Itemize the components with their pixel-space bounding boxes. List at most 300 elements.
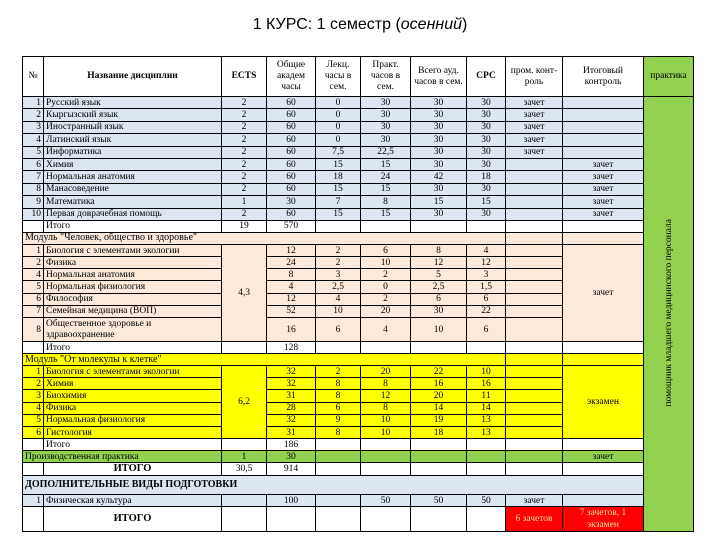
cell-srs: 4 <box>467 244 506 256</box>
empty-cell <box>563 220 644 232</box>
empty-cell <box>23 220 44 232</box>
cell-total-hours: 100 <box>267 495 316 507</box>
cell-total-hours: 12 <box>267 244 316 256</box>
empty-cell <box>222 439 267 451</box>
cell-discipline: Физика <box>44 257 222 269</box>
cell-interim-control <box>506 305 563 317</box>
practice-row <box>23 451 694 463</box>
subtotal-ects: 19 <box>222 220 267 232</box>
cell-total-hours: 60 <box>267 158 316 170</box>
cell-lecture-hours: 4 <box>316 293 361 305</box>
cell-ects: 2 <box>222 134 267 146</box>
practice-final: зачет <box>563 451 644 463</box>
cell-discipline: Нормальная анатомия <box>44 171 222 183</box>
empty-cell <box>361 439 411 451</box>
module-final-control: зачет <box>563 244 644 341</box>
cell-total-hours: 28 <box>267 402 316 414</box>
cell-srs: 30 <box>467 134 506 146</box>
cell-final-control: зачет <box>563 208 644 220</box>
cell-srs: 14 <box>467 402 506 414</box>
cell-srs: 6 <box>467 318 506 342</box>
cell-auditorium-hours: 20 <box>411 390 467 402</box>
cell-number: 8 <box>23 318 44 342</box>
cell-interim-control <box>506 378 563 390</box>
cell-lecture-hours: 8 <box>316 390 361 402</box>
cell-auditorium-hours: 30 <box>411 305 467 317</box>
cell-total-hours: 60 <box>267 146 316 158</box>
cell-interim-control: зачет <box>506 495 563 507</box>
cell-srs: 11 <box>467 390 506 402</box>
cell-auditorium-hours: 16 <box>411 378 467 390</box>
cell-srs: 13 <box>467 426 506 438</box>
cell-lecture-hours: 2,5 <box>316 281 361 293</box>
total-interim-count: 6 зачетов <box>506 507 563 532</box>
cell-lecture-hours: 2 <box>316 244 361 256</box>
cell-interim-control <box>506 366 563 378</box>
col-ects: ECTS <box>222 57 267 97</box>
discipline-row <box>23 109 694 121</box>
cell-number: 1 <box>23 366 44 378</box>
cell-discipline: Информатика <box>44 146 222 158</box>
cell-total-hours: 32 <box>267 378 316 390</box>
cell-auditorium-hours: 30 <box>411 158 467 170</box>
cell-interim-control <box>506 318 563 342</box>
cell-practice-hours: 8 <box>361 196 411 208</box>
cell-lecture-hours: 15 <box>316 158 361 170</box>
cell-lecture-hours: 0 <box>316 134 361 146</box>
cell-number: 10 <box>23 208 44 220</box>
curriculum-table <box>22 56 694 532</box>
col-discipline: Название дисциплин <box>44 57 222 97</box>
cell-lecture-hours: 10 <box>316 305 361 317</box>
cell-practice-hours: 15 <box>361 158 411 170</box>
empty-cell <box>316 507 361 532</box>
cell-number: 2 <box>23 378 44 390</box>
cell-srs: 16 <box>467 378 506 390</box>
cell-srs: 30 <box>467 121 506 133</box>
empty-cell <box>411 451 467 463</box>
cell-practice-hours: 2 <box>361 293 411 305</box>
empty-cell <box>467 220 506 232</box>
cell-final-control: зачет <box>563 183 644 195</box>
cell-lecture-hours: 7,5 <box>316 146 361 158</box>
cell-total-hours: 60 <box>267 97 316 109</box>
cell-number: 6 <box>23 426 44 438</box>
empty-cell <box>361 451 411 463</box>
cell-practice-hours: 50 <box>361 495 411 507</box>
module-title: Модуль "От молекулы к клетке" <box>23 354 506 366</box>
cell-number: 4 <box>23 269 44 281</box>
cell-practice-hours: 10 <box>361 257 411 269</box>
empty-cell <box>411 507 467 532</box>
discipline-row <box>23 495 694 507</box>
empty-cell <box>506 220 563 232</box>
cell-auditorium-hours: 30 <box>411 97 467 109</box>
cell-interim-control <box>506 281 563 293</box>
empty-cell <box>563 463 644 476</box>
cell-lecture-hours: 6 <box>316 318 361 342</box>
subtotal-label: Итого <box>44 342 222 354</box>
cell-interim-control: зачет <box>506 134 563 146</box>
cell-lecture-hours: 8 <box>316 426 361 438</box>
cell-number: 5 <box>23 281 44 293</box>
cell-srs: 30 <box>467 109 506 121</box>
cell-interim-control <box>506 183 563 195</box>
empty-cell <box>411 463 467 476</box>
cell-total-hours: 60 <box>267 134 316 146</box>
practice-column <box>644 97 694 532</box>
cell-number: 5 <box>23 414 44 426</box>
col-practice-hours: Практ. часов в сем. <box>361 57 411 97</box>
title-close: ) <box>461 16 468 33</box>
discipline-row <box>23 134 694 146</box>
cell-final-control <box>563 146 644 158</box>
cell-interim-control <box>506 390 563 402</box>
cell-auditorium-hours: 30 <box>411 183 467 195</box>
cell-interim-control <box>506 196 563 208</box>
cell-final-control <box>563 495 644 507</box>
cell-auditorium-hours: 15 <box>411 196 467 208</box>
cell-number: 7 <box>23 305 44 317</box>
col-final-control: Итоговый контроль <box>563 57 644 97</box>
cell-discipline: Нормальная физиология <box>44 414 222 426</box>
module-ects: 6,2 <box>222 366 267 439</box>
cell-lecture-hours: 15 <box>316 208 361 220</box>
empty-cell <box>316 451 361 463</box>
cell-total-hours: 31 <box>267 390 316 402</box>
discipline-row <box>23 171 694 183</box>
cell-srs: 30 <box>467 208 506 220</box>
col-lecture-hours: Лекц. часы в сем. <box>316 57 361 97</box>
empty-cell <box>23 342 44 354</box>
cell-lecture-hours: 8 <box>316 378 361 390</box>
cell-srs: 30 <box>467 158 506 170</box>
cell-auditorium-hours: 2,5 <box>411 281 467 293</box>
cell-auditorium-hours: 22 <box>411 366 467 378</box>
cell-ects: 2 <box>222 208 267 220</box>
cell-number: 7 <box>23 171 44 183</box>
cell-interim-control <box>506 208 563 220</box>
cell-total-hours: 32 <box>267 414 316 426</box>
cell-number: 4 <box>23 402 44 414</box>
cell-interim-control <box>506 269 563 281</box>
cell-auditorium-hours: 19 <box>411 414 467 426</box>
cell-practice-hours: 30 <box>361 134 411 146</box>
cell-practice-hours: 30 <box>361 97 411 109</box>
additional-title: ДОПОЛНИТЕЛЬНЫЕ ВИДЫ ПОДГОТОВКИ <box>23 476 644 495</box>
empty-cell <box>563 354 644 366</box>
cell-discipline: Химия <box>44 378 222 390</box>
cell-auditorium-hours: 8 <box>411 244 467 256</box>
cell-number: 8 <box>23 183 44 195</box>
cell-number: 9 <box>23 196 44 208</box>
title-text: 1 КУРС: 1 семестр ( <box>252 16 401 33</box>
cell-practice-hours: 30 <box>361 121 411 133</box>
cell-auditorium-hours: 30 <box>411 208 467 220</box>
cell-discipline: Биология с элементами экологии <box>44 366 222 378</box>
cell-total-hours: 52 <box>267 305 316 317</box>
empty-cell <box>506 451 563 463</box>
subtotal-row <box>23 439 694 451</box>
cell-interim-control: зачет <box>506 146 563 158</box>
cell-lecture-hours: 2 <box>316 366 361 378</box>
empty-cell <box>506 232 563 244</box>
cell-number: 2 <box>23 257 44 269</box>
empty-cell <box>316 439 361 451</box>
cell-discipline: Нормальная анатомия <box>44 269 222 281</box>
cell-practice-hours: 22,5 <box>361 146 411 158</box>
discipline-row <box>23 244 694 256</box>
cell-discipline: Физическая культура <box>44 495 222 507</box>
cell-lecture-hours: 0 <box>316 109 361 121</box>
grand-total-ects: 30,5 <box>222 463 267 476</box>
cell-number: 6 <box>23 293 44 305</box>
cell-practice-hours: 8 <box>361 378 411 390</box>
cell-number: 5 <box>23 146 44 158</box>
empty-cell <box>222 507 267 532</box>
cell-auditorium-hours: 42 <box>411 171 467 183</box>
cell-total-hours: 8 <box>267 269 316 281</box>
empty-cell <box>411 342 467 354</box>
empty-cell <box>316 463 361 476</box>
cell-total-hours: 32 <box>267 366 316 378</box>
col-srs: СРС <box>467 57 506 97</box>
discipline-row <box>23 121 694 133</box>
practice-hours: 30 <box>267 451 316 463</box>
subtotal-row <box>23 342 694 354</box>
cell-ects: 2 <box>222 97 267 109</box>
empty-cell <box>467 342 506 354</box>
cell-practice-hours: 6 <box>361 244 411 256</box>
cell-discipline: Русский язык <box>44 97 222 109</box>
cell-auditorium-hours: 6 <box>411 293 467 305</box>
cell-interim-control <box>506 414 563 426</box>
empty-cell <box>361 342 411 354</box>
empty-cell <box>361 220 411 232</box>
col-practice: практика <box>644 57 694 97</box>
empty-cell <box>506 439 563 451</box>
empty-cell <box>506 342 563 354</box>
cell-discipline: Химия <box>44 158 222 170</box>
cell-lecture-hours: 6 <box>316 402 361 414</box>
cell-practice-hours: 20 <box>361 366 411 378</box>
cell-ects: 2 <box>222 183 267 195</box>
cell-total-hours: 60 <box>267 171 316 183</box>
col-number: № <box>23 57 44 97</box>
empty-cell <box>222 342 267 354</box>
cell-total-hours: 60 <box>267 109 316 121</box>
cell-lecture-hours: 15 <box>316 183 361 195</box>
cell-discipline: Физика <box>44 402 222 414</box>
empty-cell <box>267 507 316 532</box>
empty-cell <box>467 507 506 532</box>
cell-auditorium-hours: 12 <box>411 257 467 269</box>
discipline-row <box>23 158 694 170</box>
cell-ects: 2 <box>222 146 267 158</box>
cell-final-control <box>563 134 644 146</box>
cell-discipline: Философия <box>44 293 222 305</box>
col-auditorium-hours: Всего ауд. часов в сем. <box>411 57 467 97</box>
total-final-count: 7 зачетов, 1 экзамен <box>563 507 644 532</box>
module-title: Модуль "Человек, общество и здоровье" <box>23 232 506 244</box>
empty-cell <box>506 463 563 476</box>
cell-srs: 3 <box>467 269 506 281</box>
cell-total-hours: 60 <box>267 121 316 133</box>
cell-number: 3 <box>23 121 44 133</box>
cell-srs: 12 <box>467 257 506 269</box>
cell-practice-hours: 0 <box>361 281 411 293</box>
page-title <box>0 16 720 34</box>
cell-discipline: Математика <box>44 196 222 208</box>
cell-ects: 2 <box>222 158 267 170</box>
cell-total-hours: 60 <box>267 208 316 220</box>
cell-auditorium-hours: 30 <box>411 109 467 121</box>
cell-discipline: Биология с элементами экологии <box>44 244 222 256</box>
subtotal-label: Итого <box>44 220 222 232</box>
cell-srs: 6 <box>467 293 506 305</box>
cell-auditorium-hours: 30 <box>411 134 467 146</box>
cell-final-control: зачет <box>563 158 644 170</box>
cell-auditorium-hours: 50 <box>411 495 467 507</box>
empty-cell <box>411 439 467 451</box>
cell-total-hours: 60 <box>267 183 316 195</box>
cell-lecture-hours: 7 <box>316 196 361 208</box>
grand-total-hours: 914 <box>267 463 316 476</box>
cell-practice-hours: 20 <box>361 305 411 317</box>
cell-srs: 30 <box>467 146 506 158</box>
cell-srs: 1,5 <box>467 281 506 293</box>
cell-lecture-hours: 2 <box>316 257 361 269</box>
cell-auditorium-hours: 30 <box>411 146 467 158</box>
module-header-row <box>23 354 694 366</box>
final-total-label: ИТОГО <box>44 507 222 532</box>
cell-interim-control: зачет <box>506 97 563 109</box>
cell-practice-hours: 2 <box>361 269 411 281</box>
cell-discipline: Иностранный язык <box>44 121 222 133</box>
empty-cell <box>316 220 361 232</box>
cell-total-hours: 24 <box>267 257 316 269</box>
empty-cell <box>361 507 411 532</box>
cell-interim-control <box>506 244 563 256</box>
empty-cell <box>411 220 467 232</box>
cell-auditorium-hours: 14 <box>411 402 467 414</box>
empty-cell <box>506 354 563 366</box>
cell-ects <box>222 495 267 507</box>
empty-cell <box>23 507 44 532</box>
cell-srs: 13 <box>467 414 506 426</box>
cell-srs: 50 <box>467 495 506 507</box>
cell-interim-control <box>506 402 563 414</box>
cell-total-hours: 16 <box>267 318 316 342</box>
cell-discipline: Кыргызский язык <box>44 109 222 121</box>
discipline-row <box>23 183 694 195</box>
cell-practice-hours: 10 <box>361 426 411 438</box>
empty-cell <box>563 342 644 354</box>
cell-discipline: Семейная медицина (ВОП) <box>44 305 222 317</box>
empty-cell <box>563 439 644 451</box>
cell-practice-hours: 12 <box>361 390 411 402</box>
cell-interim-control <box>506 257 563 269</box>
cell-auditorium-hours: 10 <box>411 318 467 342</box>
cell-lecture-hours: 9 <box>316 414 361 426</box>
cell-number: 1 <box>23 495 44 507</box>
discipline-row <box>23 146 694 158</box>
cell-total-hours: 12 <box>267 293 316 305</box>
cell-auditorium-hours: 30 <box>411 121 467 133</box>
cell-total-hours: 31 <box>267 426 316 438</box>
empty-cell <box>467 463 506 476</box>
cell-interim-control <box>506 293 563 305</box>
subtotal-hours: 570 <box>267 220 316 232</box>
practice-label: Производственная практика <box>23 451 222 463</box>
cell-interim-control: зачет <box>506 121 563 133</box>
cell-ects: 2 <box>222 171 267 183</box>
cell-lecture-hours: 3 <box>316 269 361 281</box>
cell-ects: 2 <box>222 109 267 121</box>
cell-number: 1 <box>23 244 44 256</box>
cell-discipline: Латинский язык <box>44 134 222 146</box>
cell-lecture-hours: 0 <box>316 97 361 109</box>
module-final-control: экзамен <box>563 366 644 439</box>
cell-practice-hours: 24 <box>361 171 411 183</box>
additional-header-row <box>23 476 694 495</box>
cell-final-control <box>563 109 644 121</box>
cell-auditorium-hours: 5 <box>411 269 467 281</box>
cell-srs: 30 <box>467 97 506 109</box>
cell-final-control <box>563 97 644 109</box>
practice-description: помощник младшего медицинского персонала <box>663 218 674 407</box>
cell-interim-control <box>506 171 563 183</box>
subtotal-row <box>23 220 694 232</box>
cell-interim-control <box>506 426 563 438</box>
cell-practice-hours: 15 <box>361 183 411 195</box>
cell-number: 3 <box>23 390 44 402</box>
cell-practice-hours: 8 <box>361 402 411 414</box>
empty-cell <box>316 342 361 354</box>
discipline-row <box>23 366 694 378</box>
cell-srs: 15 <box>467 196 506 208</box>
col-interim-control: пром. конт-роль <box>506 57 563 97</box>
empty-cell <box>467 451 506 463</box>
discipline-row <box>23 208 694 220</box>
cell-lecture-hours <box>316 495 361 507</box>
cell-discipline: Первая доврачебная помощь <box>44 208 222 220</box>
subtotal-hours: 186 <box>267 439 316 451</box>
cell-interim-control: зачет <box>506 109 563 121</box>
cell-discipline: Биохимия <box>44 390 222 402</box>
cell-final-control: зачет <box>563 171 644 183</box>
cell-final-control: зачет <box>563 196 644 208</box>
cell-practice-hours: 30 <box>361 109 411 121</box>
module-header-row <box>23 232 694 244</box>
cell-lecture-hours: 18 <box>316 171 361 183</box>
empty-cell <box>467 439 506 451</box>
header-row <box>23 57 694 97</box>
title-semester: осенний <box>400 16 462 33</box>
subtotal-label: Итого <box>44 439 222 451</box>
cell-discipline: Нормальная физиология <box>44 281 222 293</box>
cell-discipline: Гистология <box>44 426 222 438</box>
cell-number: 1 <box>23 97 44 109</box>
discipline-row <box>23 97 694 109</box>
cell-srs: 18 <box>467 171 506 183</box>
cell-srs: 30 <box>467 183 506 195</box>
empty-cell <box>23 439 44 451</box>
cell-number: 6 <box>23 158 44 170</box>
cell-ects: 1 <box>222 196 267 208</box>
cell-practice-hours: 4 <box>361 318 411 342</box>
cell-discipline: Манасоведение <box>44 183 222 195</box>
